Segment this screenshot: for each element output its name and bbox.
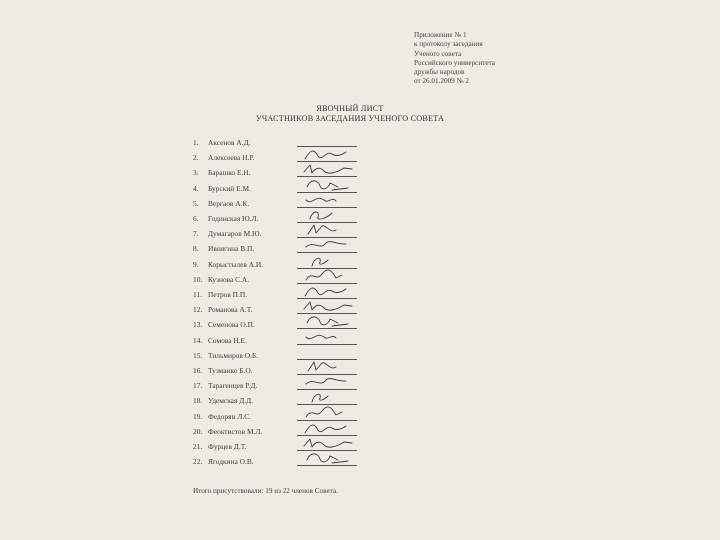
participant-name: Петров П.П. [208,290,248,299]
participant-name: Сомова Н.Е. [208,335,247,345]
participant-number: 2. [193,153,199,163]
participant-number: 17. [193,381,203,391]
participant-number: 5. [193,198,199,208]
appendix-line: Приложение № 1 [414,31,467,39]
participant-number: 10. [193,274,203,284]
participant-row [190,184,390,199]
participant-number: 1. [193,138,199,147]
participant-number: 19. [193,411,203,421]
participant-row [190,457,390,472]
participant-row [190,153,390,168]
participant-row [190,336,390,351]
participant-name: Алексеева Н.Р. [208,153,255,163]
participant-number: 3. [193,168,199,178]
participant-name: Годинская Ю.Л. [208,214,259,223]
participant-row [190,168,390,183]
appendix-line: от 26.01.2009 № 2 [414,77,469,86]
participant-name: Аксенов А.Д. [208,138,251,147]
participant-number: 13. [193,320,203,330]
participant-name: Кузнова С.А. [208,274,250,284]
appendix-line: дружбы народов [414,68,465,77]
document-title [190,104,510,124]
participant-name: Удемская Д.Д. [208,396,253,406]
appendix-line: к протоколу заседания [414,40,483,49]
participant-name: Федорян Л.С. [208,411,252,421]
participant-name: Вергаов А.К. [208,198,250,208]
participant-number: 16. [193,366,203,375]
participant-row [190,275,390,290]
attendance-total: Итого присутствовали: 19 из 22 членов Совета. [193,487,338,495]
participant-number: 9. [193,259,199,269]
participant-name: Барашко Е.Н. [208,168,251,178]
participant-number: 18. [193,396,203,406]
participant-number: 21. [193,442,203,451]
participant-number: 20. [193,426,203,436]
participant-number: 7. [193,229,199,239]
participant-name: Тильмиров О.Б. [208,350,258,360]
participant-row [190,244,390,259]
participant-name: Семенова О.П. [208,320,255,330]
appendix-line: Российского университета [414,58,495,67]
participant-row [190,260,390,275]
participant-number: 8. [193,244,199,254]
participant-row [190,366,390,381]
title-line-2: УЧАСТНИКОВ ЗАСЕДАНИЯ УЧЕНОГО СОВЕТА [255,114,445,123]
participant-number: 15. [193,350,203,360]
participant-number: 14. [193,335,203,345]
participant-name: Бурский Е.М. [208,183,251,193]
appendix-line: Ученого совета [414,49,462,58]
participant-row [190,427,390,442]
participant-number: 22. [193,457,203,467]
participant-row [190,396,390,411]
participant-row [190,305,390,320]
participant-name: Фурцев Д.Т. [208,442,247,451]
signature-scribble [302,329,356,346]
participant-name: Думагаров М.Ю. [208,229,262,239]
participant-row [190,290,390,305]
title-line-1: ЯВОЧНЫЙ ЛИСТ [316,104,384,113]
participant-name: Тузманко Б.О. [208,366,253,375]
participant-name: Романова А.Т. [208,305,253,315]
participant-row [190,138,390,153]
participant-row [190,229,390,244]
participant-number: 12. [193,305,203,315]
participant-number: 6. [193,214,199,223]
participant-name: Корыстылев А.И. [208,259,264,269]
signature-scribble [302,450,356,467]
participant-row [190,320,390,335]
participant-number: 11. [193,290,202,299]
participant-row [190,199,390,214]
appendix-block [414,31,495,87]
participant-row [190,412,390,427]
participant-row [190,351,390,366]
participant-row [190,214,390,229]
participant-name: Тарагенцев Р.Д. [208,381,258,391]
participant-number: 4. [193,183,199,193]
participant-row [190,381,390,396]
participant-row [190,442,390,457]
participant-name: Ягодкина О.В. [208,457,254,467]
participant-name: Ивнягина В.П. [208,244,255,254]
participant-name: Феоктистов М.Л. [208,426,263,436]
